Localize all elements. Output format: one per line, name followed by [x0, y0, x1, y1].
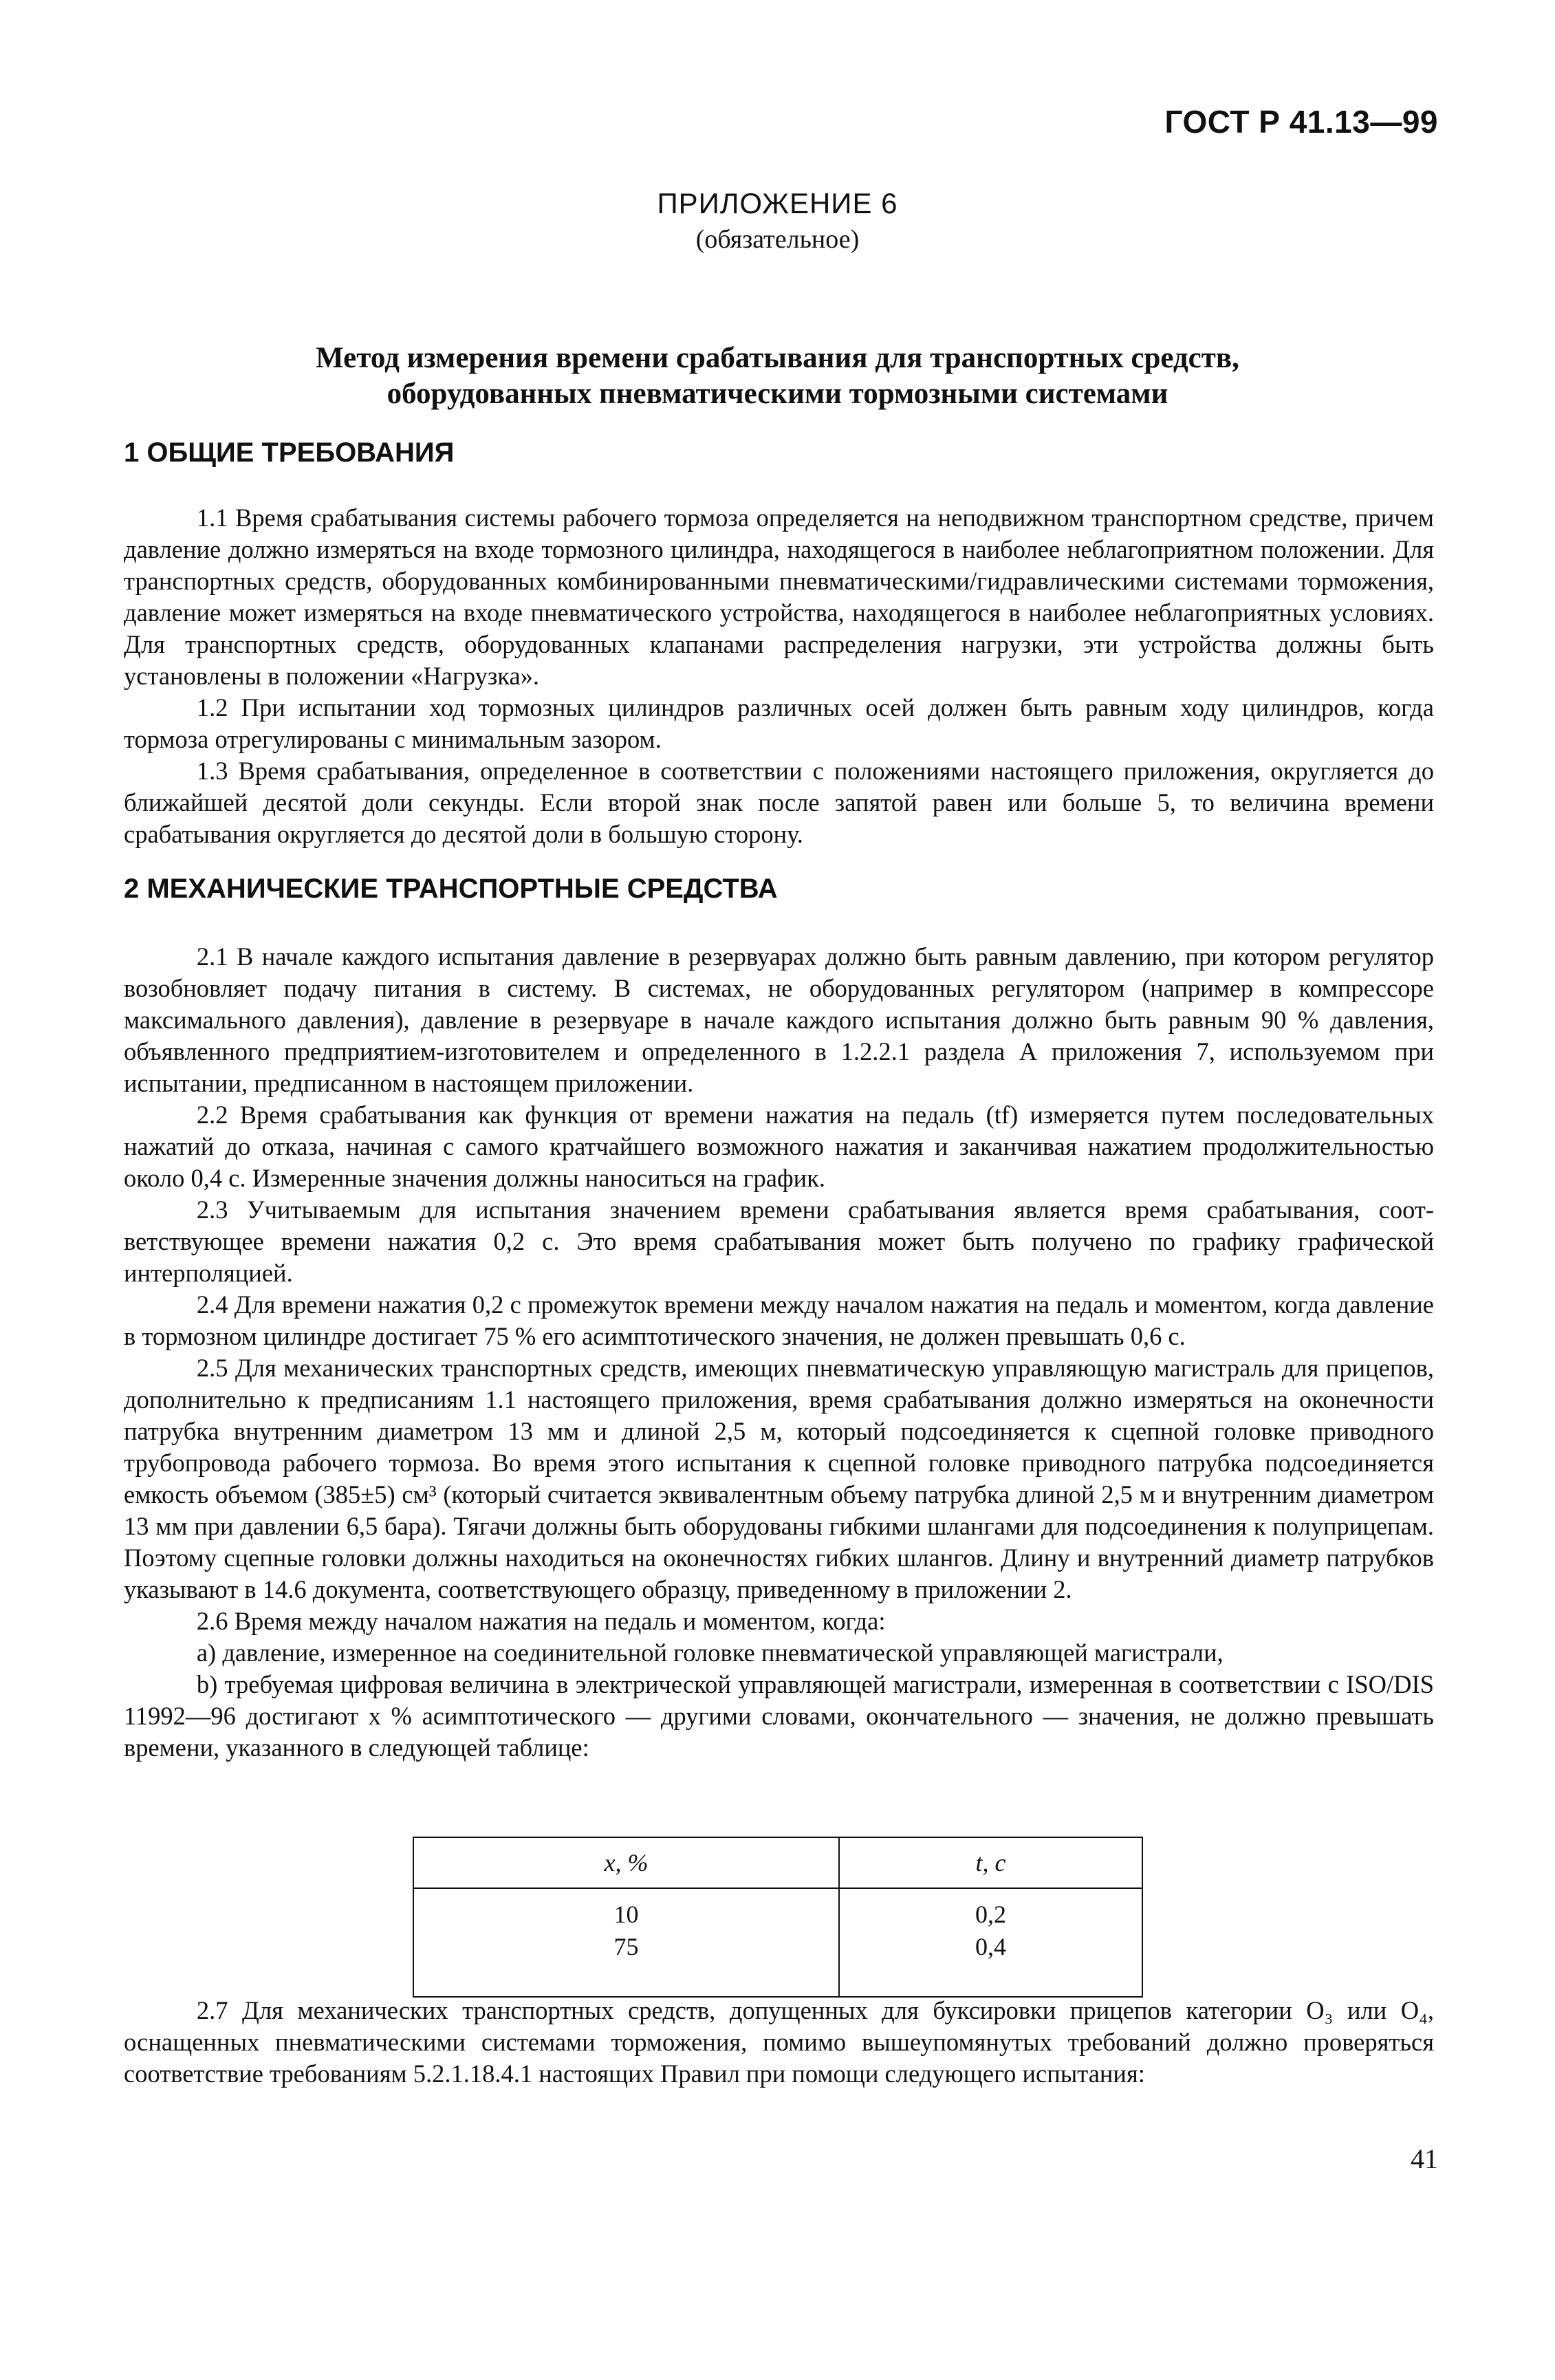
- document-code: ГОСТ Р 41.13—99: [1164, 104, 1438, 140]
- section-2-7-body: [124, 1995, 1434, 2090]
- paragraph-2-6: 2.6 Время между началом нажатия на педаль и моментом, когда:: [196, 1607, 886, 1635]
- section-2-heading: 2 МЕХАНИЧЕСКИЕ ТРАНСПОРТНЫЕ СРЕДСТВА: [124, 874, 778, 904]
- table-t-value-1: 0,2: [975, 1901, 1006, 1928]
- paragraph-1-3: 1.3 Время срабатывания, определенное в соответствии с положениями настоящего приложения, округляется до ближайшей десятой доли секунды. Если второй знак после запятой равен или больше 5, то величина времени срабатывания округляется до десятой доли в большую сторону.: [124, 757, 1434, 848]
- paragraph-2-6-a: a) давление, измеренное на соединительной головке пневматической управляющей магистрали,: [196, 1638, 1224, 1667]
- paragraph-1-2: 1.2 При испытании ход тормозных цилиндров различных осей должен быть равным ходу цилиндров, когда тормоза отрегулированы с минимальным зазором.: [124, 693, 1434, 753]
- paragraph-2-7: 2.7 Для механических транспортных средств, допущенных для буксировки прицепов категории O₃ или O₄, оснащенных пневматическими системами торможения, помимо вышеупомянутых требований должно проверяться соответствие требованиям 5.2.1.18.4.1 настоящих Правил при помощи следующего испытания:: [124, 1996, 1434, 2088]
- paragraph-2-1: 2.1 В начале каждого испытания давление в резервуарах должно быть равным давлению, при котором регулятор возобновляет подачу питания в систему. В системах, не оборудованных регулятором (например в компрессоре максимального давления), давление в резервуаре в начале каждого испытания должно быть равным 90 % давления, объявленного предприятием-изготовителем и определенного в 1.2.2.1 раздела А приложения 7, используемом при испытании, предписанном в настоящем приложении.: [124, 942, 1434, 1097]
- table-x-value-1: 10: [613, 1901, 639, 1928]
- table-header-x: x, %: [413, 1837, 839, 1888]
- response-time-table: [413, 1837, 1143, 1998]
- method-title-text: Метод измерения времени срабатывания для транспортных средств, оборудованных пневматическими тормозными системами: [316, 342, 1239, 410]
- appendix-subtitle: (обязательное): [695, 225, 860, 254]
- section-1-body: [124, 502, 1434, 850]
- paragraph-2-5: 2.5 Для механических транспортных средств, имеющих пневматическую управляющую магистраль для прицепов, дополнительно к предписаниям 1.1 настоящего приложения, время срабатывания должно измеряться на оконечности патрубка внутренним диаметром 13 мм и длиной 2,5 м, который подсоединяется к сцепной головке приводного трубопровода рабочего тормоза. Во время этого испытания к сцепной головке приводного патрубка подсоединяется емкость объемом (385±5) см³ (который считается эквивалентным объему патрубка длиной 2,5 м и внутренним диаметром 13 мм при давлении 6,5 бара). Тягачи должны быть оборудованы гибкими шлангами для подсоединения к полуприцепам. Поэтому сцепные головки должны находиться на оконечностях гибких шлангов. Длину и внутренний диаметр патрубков указывают в 14.6 документа, соответствующего образцу, приведенному в приложении 2.: [124, 1354, 1434, 1603]
- paragraph-2-6-b: b) требуемая цифровая величина в электрической управляющей магистрали, измеренная в соответствии с ISO/DIS 11992—96 достигают x % асимптотического — другими словами, окончательного — значения, не должно превышать времени, указанного в следующей таблице:: [124, 1670, 1434, 1762]
- section-2-body: [124, 941, 1434, 1764]
- table-header-row: [413, 1837, 1142, 1888]
- table-x-value-2: 75: [613, 1933, 639, 1960]
- section-1-heading: 1 ОБЩИЕ ТРЕБОВАНИЯ: [124, 437, 455, 468]
- table-header-t: t, с: [839, 1837, 1142, 1888]
- method-title: [0, 340, 1555, 412]
- paragraph-2-3: 2.3 Учитываемым для испытания значением времени срабатывания является время срабатывания, соответствующее времени нажатия 0,2 с. Это время срабатывания может быть получено по графику графической интерполяцией.: [124, 1196, 1434, 1287]
- page-number: 41: [1411, 2143, 1438, 2174]
- appendix-title: ПРИЛОЖЕНИЕ 6: [657, 187, 898, 219]
- table-cell-x: [413, 1888, 839, 1997]
- paragraph-2-4: 2.4 Для времени нажатия 0,2 с промежуток времени между началом нажатия на педаль и моментом, когда давление в тормозном цилиндре достигает 75 % его асимптотического значения, не должен превышать 0,6 с.: [124, 1290, 1434, 1350]
- table-cell-t: [839, 1888, 1142, 1997]
- table-row: [413, 1888, 1142, 1997]
- table-t-value-2: 0,4: [975, 1933, 1006, 1960]
- paragraph-2-2: 2.2 Время срабатывания как функция от времени нажатия на педаль (tf) измеряется путем последовательных нажатий до отказа, начиная с самого кратчайшего возможного нажатия и заканчивая нажатием продолжительностью около 0,4 с. Измеренные значения должны наноситься на график.: [124, 1101, 1434, 1192]
- paragraph-1-1: 1.1 Время срабатывания системы рабочего тормоза определяется на неподвижном транспортном средстве, причем давление должно измеряться на входе тормозного цилиндра, находящегося в наиболее неблагоприятном положении. Для транспортных средств, оборудованных комбинированными пневматическими/гидравлическими системами торможения, давление может измеряться на входе пневматического устройства, находящегося в наиболее неблагоприятных условиях. Для транспортных средств, оборудованных клапанами распределения нагрузки, эти устройства должны быть установлены в положении «Нагрузка».: [124, 504, 1434, 690]
